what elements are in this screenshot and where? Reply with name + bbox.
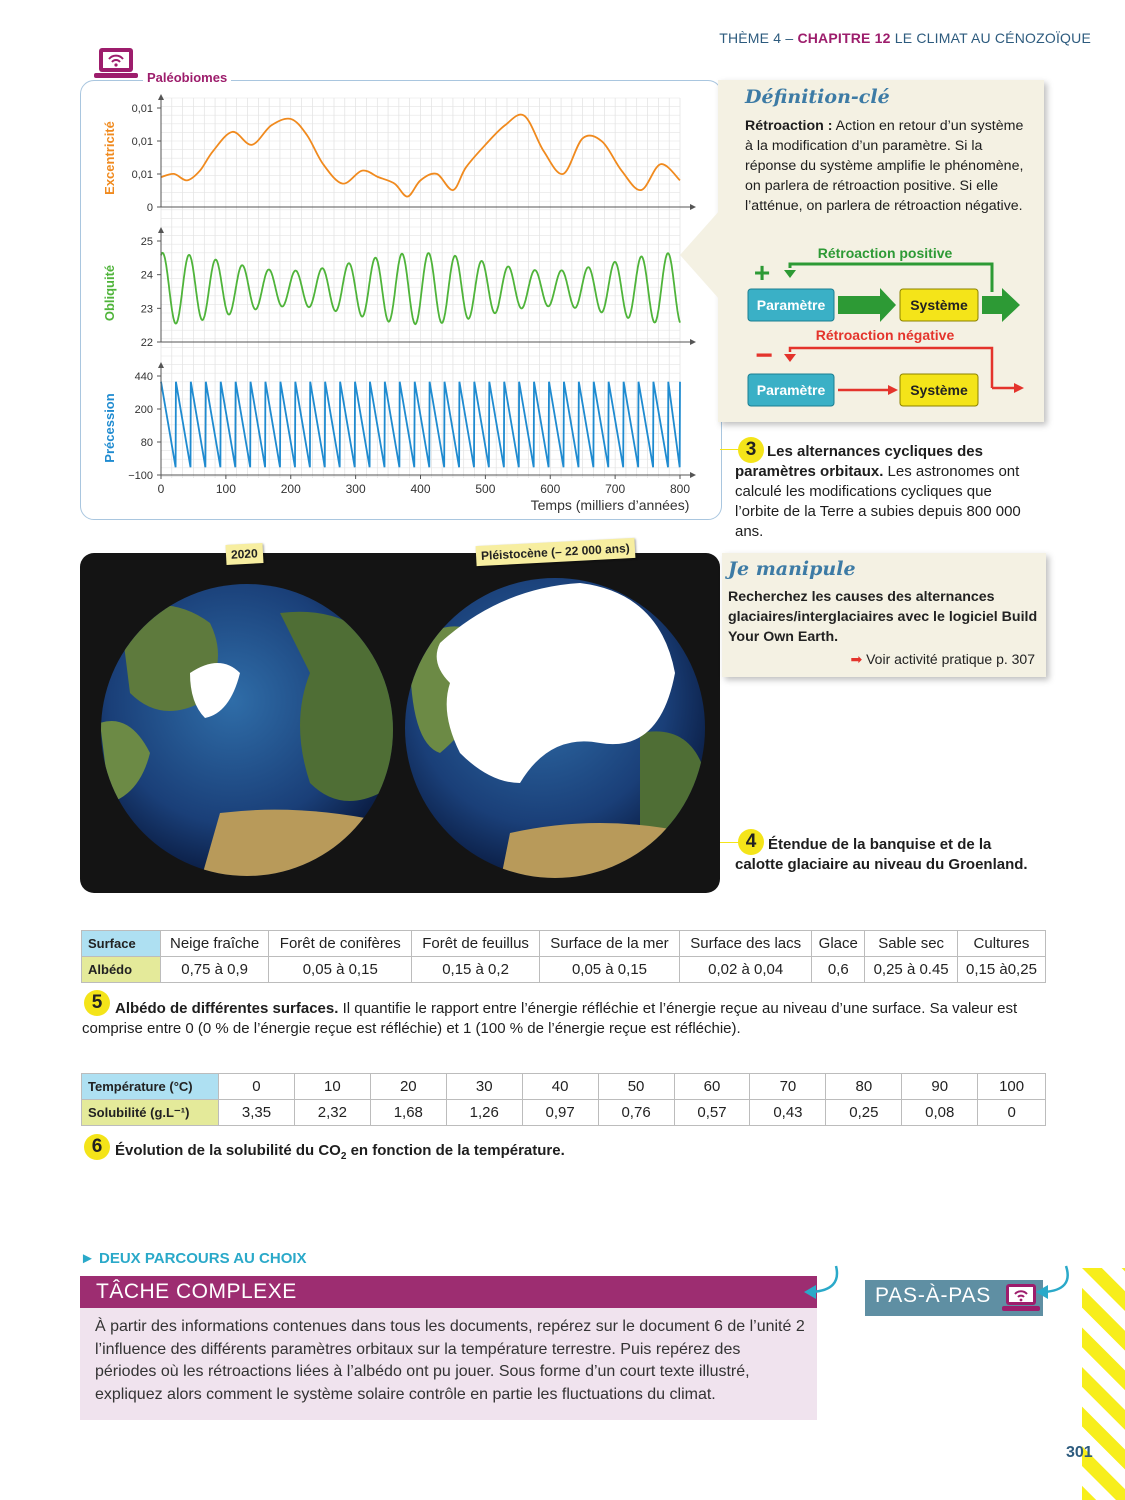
- temperature-cell: 40: [522, 1074, 598, 1100]
- positive-feedback-label: Rétroaction positive: [817, 245, 953, 261]
- solubility-cell: 0,08: [902, 1100, 978, 1126]
- header-title: LE CLIMAT AU CÉNOZOÏQUE: [890, 30, 1091, 46]
- doc3-caption: [735, 442, 1040, 542]
- albedo-surface-row: [82, 931, 1046, 957]
- solubility-row-head-temp: Température (°C): [82, 1074, 219, 1100]
- albedo-cell: 0,05 à 0,15: [539, 957, 679, 983]
- y-tick-label: 0: [146, 202, 153, 214]
- solubility-cell: 2,32: [294, 1100, 370, 1126]
- page-header: [719, 30, 1091, 46]
- temperature-cell: 20: [370, 1074, 446, 1100]
- albedo-cell: 0,15 à 0,2: [412, 957, 540, 983]
- x-tick-label: 0: [157, 482, 165, 496]
- param-box-pos: Paramètre: [756, 297, 826, 313]
- header-chapter: CHAPITRE 12: [797, 30, 891, 46]
- albedo-table: [81, 930, 1046, 983]
- x-tick-label: 800: [669, 482, 691, 496]
- complex-task-title[interactable]: TÂCHE COMPLEXE: [96, 1280, 297, 1303]
- albedo-cell: 0,75 à 0,9: [161, 957, 269, 983]
- albedo-cell: 0,02 à 0,04: [680, 957, 812, 983]
- x-tick-label: 400: [410, 482, 431, 496]
- temperature-cell: 100: [978, 1074, 1046, 1100]
- doc4-number: 4: [738, 829, 764, 855]
- y-tick-label: 23: [140, 303, 153, 316]
- curved-arrow-icon: [798, 1262, 842, 1302]
- plus-sign: +: [753, 257, 771, 288]
- two-paths-heading: ► DEUX PARCOURS AU CHOIX: [80, 1250, 307, 1267]
- doc4-caption: Étendue de la banquise et de la calotte glaciaire au niveau du Groenland.: [735, 836, 1028, 873]
- manipulate-text: Recherchez les causes des alternances glaciaires/interglaciaires avec le logiciel Build Your Own Earth.: [728, 589, 1038, 645]
- doc6-caption: [115, 1141, 565, 1167]
- temperature-cell: 90: [902, 1074, 978, 1100]
- albedo-cell: 0,6: [812, 957, 865, 983]
- solubility-cell: 0: [978, 1100, 1046, 1126]
- tag-pleistocene: Pléistocène (– 22 000 ans): [476, 538, 636, 566]
- definition-text: [745, 116, 1035, 216]
- temperature-cell: 50: [598, 1074, 674, 1100]
- doc5-caption: [82, 999, 1042, 1039]
- panel-label: Précession: [102, 393, 117, 463]
- solubility-cell: 1,26: [446, 1100, 522, 1126]
- minus-sign: −: [755, 339, 773, 372]
- solubility-cell: 3,35: [219, 1100, 295, 1126]
- doc6-caption-b: en fonction de la température.: [346, 1142, 565, 1159]
- solubility-cell: 0,57: [674, 1100, 750, 1126]
- doc3-number: 3: [738, 437, 764, 463]
- y-tick-label: 200: [134, 404, 153, 416]
- definition-term: Rétroaction :: [745, 118, 833, 134]
- y-tick-label: 80: [140, 437, 153, 449]
- albedo-cell: 0,05 à 0,15: [269, 957, 412, 983]
- surface-cell: Forêt de feuillus: [412, 931, 540, 957]
- y-tick-label: −100: [128, 470, 153, 482]
- doc5-number: 5: [84, 990, 110, 1016]
- surface-cell: Neige fraîche: [161, 931, 269, 957]
- surface-cell: Surface des lacs: [680, 931, 812, 957]
- y-tick-label: 22: [140, 337, 153, 349]
- y-tick-label: 440: [134, 371, 153, 383]
- globes-image: [80, 553, 720, 893]
- x-tick-label: 200: [280, 482, 301, 496]
- solubility-cell: 1,68: [370, 1100, 446, 1126]
- x-tick-label: 600: [540, 482, 561, 496]
- solubility-cell: 0,43: [750, 1100, 826, 1126]
- chart-label: Paléobiomes: [143, 70, 231, 85]
- albedo-value-row: [82, 957, 1046, 983]
- x-axis-label: Temps (milliers d’années): [530, 497, 690, 513]
- definition-title: Définition-clé: [745, 86, 890, 108]
- system-box-pos: Système: [910, 297, 968, 313]
- doc3-caption-text: Les astronomes ont calculé les modifications cycliques que l’orbite de la Terre a subies depuis 800 000 ans.: [735, 463, 1021, 540]
- albedo-cell: 0,15 à0,25: [957, 957, 1045, 983]
- step-by-step-label[interactable]: PAS-À-PAS: [875, 1284, 992, 1307]
- temperature-cell: 80: [826, 1074, 902, 1100]
- doc3-caption-title: Les alternances cycliques des paramètres orbitaux.: [735, 443, 983, 480]
- definition-body: Action en retour d’un système à la modification d’un paramètre. Si la réponse du système amplifie le phénomène, on parlera de rétroaction positive. Si elle l’atténue, on parlera de rétroaction négative.: [745, 118, 1024, 214]
- header-theme: THÈME 4 –: [719, 30, 798, 46]
- x-axis-arrow: [690, 339, 696, 345]
- param-box-neg: Paramètre: [756, 382, 826, 398]
- temperature-cell: 0: [219, 1074, 295, 1100]
- surface-cell: Surface de la mer: [539, 931, 679, 957]
- x-tick-label: 100: [215, 482, 236, 496]
- decorative-hatch-strip: [1082, 1268, 1125, 1500]
- albedo-row-head-albedo: Albédo: [82, 957, 161, 983]
- arrow-right-icon: ➡: [850, 651, 863, 667]
- solubility-cell: 0,97: [522, 1100, 598, 1126]
- system-box-neg: Système: [910, 382, 968, 398]
- doc5-caption-title: Albédo de différentes surfaces.: [115, 1000, 339, 1017]
- temperature-cell: 60: [674, 1074, 750, 1100]
- practical-activity-link-text: Voir activité pratique p. 307: [866, 651, 1035, 667]
- laptop-wifi-icon[interactable]: [94, 46, 140, 84]
- surface-cell: Glace: [812, 931, 865, 957]
- panel-label: Excentricité: [102, 121, 117, 195]
- x-tick-label: 300: [345, 482, 366, 496]
- temperature-cell: 70: [750, 1074, 826, 1100]
- feedback-diagram: [740, 240, 1040, 420]
- y-tick-label: 0,01: [131, 103, 153, 115]
- solubility-cell: 0,76: [598, 1100, 674, 1126]
- solubility-table: [81, 1073, 1046, 1126]
- greenland-globes-photo: [80, 553, 720, 893]
- solubility-row: [82, 1100, 1046, 1126]
- page-number: 301: [1066, 1444, 1093, 1461]
- y-tick-label: 25: [140, 236, 153, 248]
- temperature-cell: 10: [294, 1074, 370, 1100]
- doc6-caption-sub: 2: [340, 1151, 347, 1162]
- temperature-cell: 30: [446, 1074, 522, 1100]
- complex-task-text: À partir des informations contenues dans tous les documents, repérez sur le document 6 de l’unité 2 l’influence des différents paramètres orbitaux sur la température terrestre. Puis repérez des périodes où les rétroactions liées à l’albédo ont pu jouer. Sous forme d’un court texte illustré, expliquez alors comment le système solaire contrôle en partie les fluctuations du climat.: [95, 1318, 805, 1403]
- x-tick-label: 700: [605, 482, 626, 496]
- doc5-caption-text: Il quantifie le rapport entre l’énergie réfléchie et l’énergie reçue au niveau d’une surface. Sa valeur est comprise entre 0 (0 % de l’énergie reçue est réfléchie) et 1 (100 % de l’énergie reçue est réfléchie).: [82, 1000, 1018, 1037]
- y-tick-label: 0,01: [131, 169, 153, 181]
- y-axis-arrow: [158, 227, 164, 233]
- negative-feedback-label: Rétroaction négative: [815, 327, 955, 343]
- tag-2020: 2020: [226, 543, 264, 565]
- orbital-parameters-chart: [80, 80, 720, 520]
- surface-cell: Cultures: [957, 931, 1045, 957]
- curved-arrow-icon: [1030, 1262, 1074, 1302]
- x-tick-label: 500: [475, 482, 496, 496]
- definition-pointer: [680, 210, 722, 300]
- y-tick-label: 0,01: [131, 136, 153, 148]
- albedo-cell: 0,25 à 0.45: [865, 957, 958, 983]
- doc6-number: 6: [84, 1134, 110, 1160]
- practical-activity-link[interactable]: [850, 651, 1035, 668]
- y-axis-arrow: [158, 94, 164, 100]
- x-axis-arrow: [690, 472, 696, 478]
- y-axis-arrow: [158, 362, 164, 368]
- surface-cell: Forêt de conifères: [269, 931, 412, 957]
- solubility-row-head-sol: Solubilité (g.L⁻¹): [82, 1100, 219, 1126]
- y-tick-label: 24: [140, 269, 153, 282]
- panel-label: Obliquité: [102, 264, 117, 322]
- doc6-caption-a: Évolution de la solubilité du CO: [115, 1142, 341, 1159]
- solubility-cell: 0,25: [826, 1100, 902, 1126]
- temperature-row: [82, 1074, 1046, 1100]
- albedo-row-head-surface: Surface: [82, 931, 161, 957]
- surface-cell: Sable sec: [865, 931, 958, 957]
- manipulate-title: Je manipule: [728, 558, 856, 580]
